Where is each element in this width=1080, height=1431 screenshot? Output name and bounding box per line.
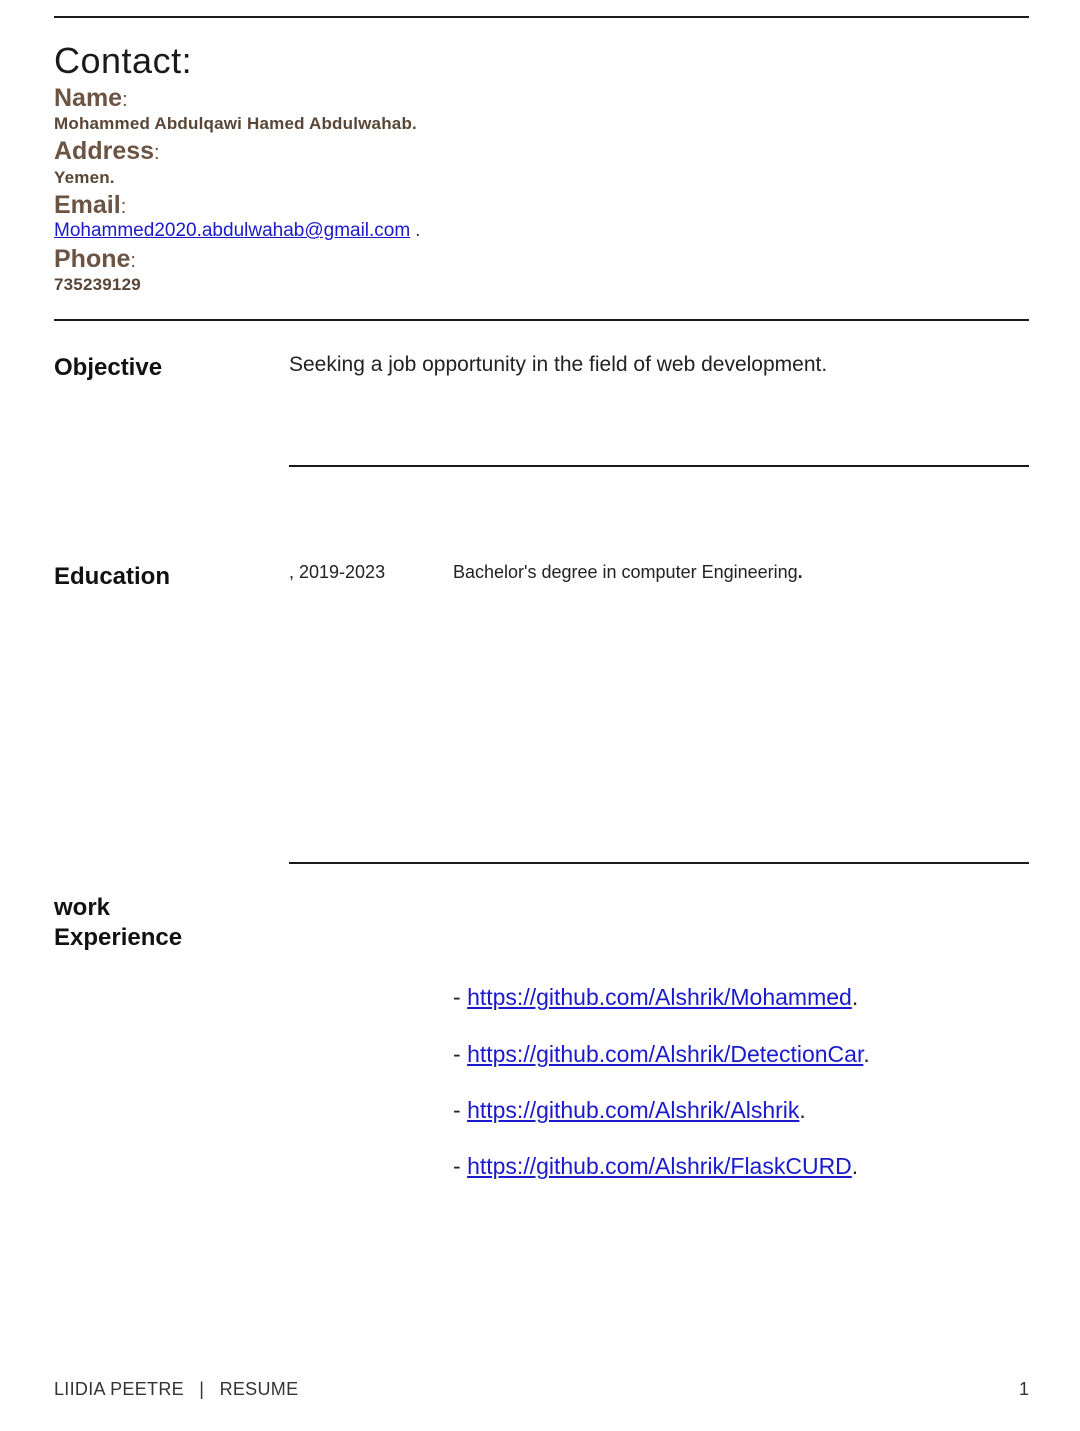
footer-resume: RESUME — [219, 1379, 299, 1399]
address-label — [54, 137, 160, 166]
footer-separator: | — [199, 1379, 205, 1399]
phone-label-text: Phone — [54, 245, 131, 273]
address-value: Yemen. — [54, 168, 115, 187]
project-link-suffix: . — [851, 984, 859, 1010]
work-experience-heading — [54, 893, 182, 953]
project-link-suffix: . — [851, 1153, 859, 1179]
email-link[interactable]: Mohammed2020.abdulwahab@gmail.com — [54, 220, 411, 241]
education-divider — [289, 862, 1029, 864]
project-link-detectioncar[interactable]: https://github.com/Alshrik/DetectionCar — [467, 1041, 864, 1067]
project-link-item — [453, 1153, 858, 1180]
education-degree-suffix: . — [797, 562, 803, 582]
project-link-prefix: - — [453, 1041, 468, 1067]
project-link-item — [453, 1097, 806, 1124]
education-degree: Bachelor's degree in computer Engineering — [453, 562, 798, 582]
email-suffix: . — [410, 220, 421, 240]
project-link-suffix: . — [799, 1097, 806, 1123]
phone-label-colon: : — [130, 250, 136, 272]
address-label-text: Address — [54, 137, 155, 165]
project-link-item — [453, 1041, 870, 1068]
project-link-alshrik[interactable]: https://github.com/Alshrik/Alshrik — [467, 1097, 800, 1123]
objective-heading: Objective — [54, 354, 163, 381]
objective-divider — [289, 465, 1029, 467]
footer-label — [54, 1379, 298, 1400]
name-value: Mohammed Abdulqawi Hamed Abdulwahab. — [54, 114, 417, 133]
education-degree-row — [453, 562, 803, 583]
project-link-suffix: . — [863, 1041, 870, 1067]
email-label — [54, 191, 126, 220]
project-link-prefix: - — [453, 1097, 468, 1123]
project-link-flaskcurd[interactable]: https://github.com/Alshrik/FlaskCURD — [467, 1153, 852, 1179]
page-number: 1 — [1019, 1379, 1030, 1399]
project-link-item — [453, 984, 858, 1011]
contact-divider — [54, 319, 1029, 321]
education-heading: Education — [54, 563, 171, 590]
name-label-text: Name — [54, 84, 123, 112]
footer-name: LIIDIA PEETRE — [54, 1379, 184, 1399]
education-years: , 2019-2023 — [289, 562, 386, 582]
name-label — [54, 84, 128, 113]
name-label-colon: : — [122, 89, 128, 111]
top-divider — [54, 16, 1029, 18]
phone-label — [54, 245, 136, 274]
project-link-prefix: - — [453, 984, 468, 1010]
work-experience-heading-line1: work — [54, 894, 111, 921]
phone-value: 735239129 — [54, 275, 141, 294]
email-label-text: Email — [54, 191, 121, 219]
address-label-colon: : — [154, 142, 160, 164]
email-label-colon: : — [120, 196, 127, 218]
objective-text: Seeking a job opportunity in the field of web development. — [289, 353, 828, 376]
project-link-mohammed[interactable]: https://github.com/Alshrik/Mohammed — [467, 984, 852, 1010]
email-row — [54, 220, 420, 242]
work-experience-heading-line2: Experience — [54, 924, 183, 951]
contact-title: Contact: — [54, 40, 193, 81]
project-link-prefix: - — [453, 1153, 468, 1179]
